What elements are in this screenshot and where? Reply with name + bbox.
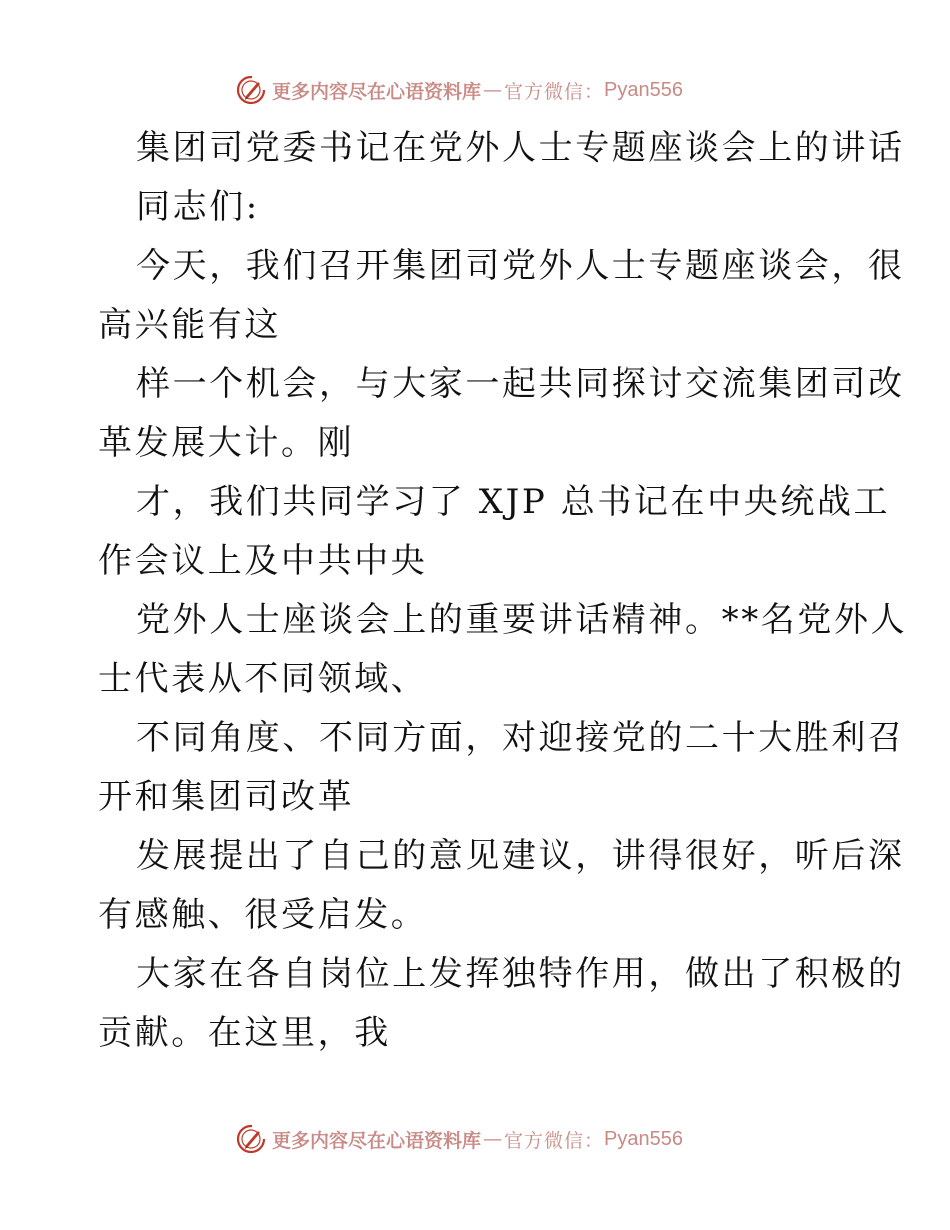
- text-line: 样一个机会，与大家一起共同探讨交流集团司改: [136, 364, 905, 404]
- text-line: 不同角度、不同方面，对迎接党的二十大胜利召: [136, 718, 905, 758]
- text-line: 党外人士座谈会上的重要讲话精神。**名党外人: [136, 600, 908, 640]
- watermark-dash: —: [483, 1128, 503, 1150]
- pen-logo-icon: [234, 73, 268, 107]
- watermark-banner-bottom: [234, 1122, 683, 1156]
- text-line: 今天，我们召开集团司党外人士专题座谈会，很: [136, 246, 905, 286]
- watermark-dash: —: [483, 79, 503, 101]
- pen-logo-icon: [234, 1122, 268, 1156]
- text-line: 开和集团司改革: [98, 777, 355, 817]
- text-line: 革发展大计。刚: [98, 423, 355, 463]
- watermark-site-text: 更多内容尽在心语资料库: [272, 1129, 482, 1152]
- text-line: 贡献。在这里，我: [98, 1013, 391, 1053]
- watermark-banner-top: [234, 73, 683, 107]
- text-line: 大家在各自岗位上发挥独特作用，做出了积极的: [136, 954, 905, 994]
- salutation: 同志们:: [136, 187, 260, 227]
- watermark-wechat-label: 官方微信：: [504, 1129, 605, 1152]
- text-line: 作会议上及中共中央: [98, 541, 428, 581]
- watermark-wechat-id: Pyan556: [604, 1127, 683, 1150]
- text-line: 才，我们共同学习了 XJP 总书记在中央统战工: [136, 482, 891, 522]
- text-line: 士代表从不同领域、: [98, 659, 428, 699]
- text-line: 高兴能有这: [98, 305, 281, 345]
- watermark-wechat-label: 官方微信：: [504, 80, 605, 103]
- text-line: 发展提出了自己的意见建议，讲得很好，听后深: [136, 836, 905, 876]
- watermark-site-text: 更多内容尽在心语资料库: [272, 80, 482, 103]
- document-title: 集团司党委书记在党外人士专题座谈会上的讲话: [136, 128, 905, 168]
- text-line: 有感触、很受启发。: [98, 895, 428, 935]
- watermark-wechat-id: Pyan556: [604, 78, 683, 101]
